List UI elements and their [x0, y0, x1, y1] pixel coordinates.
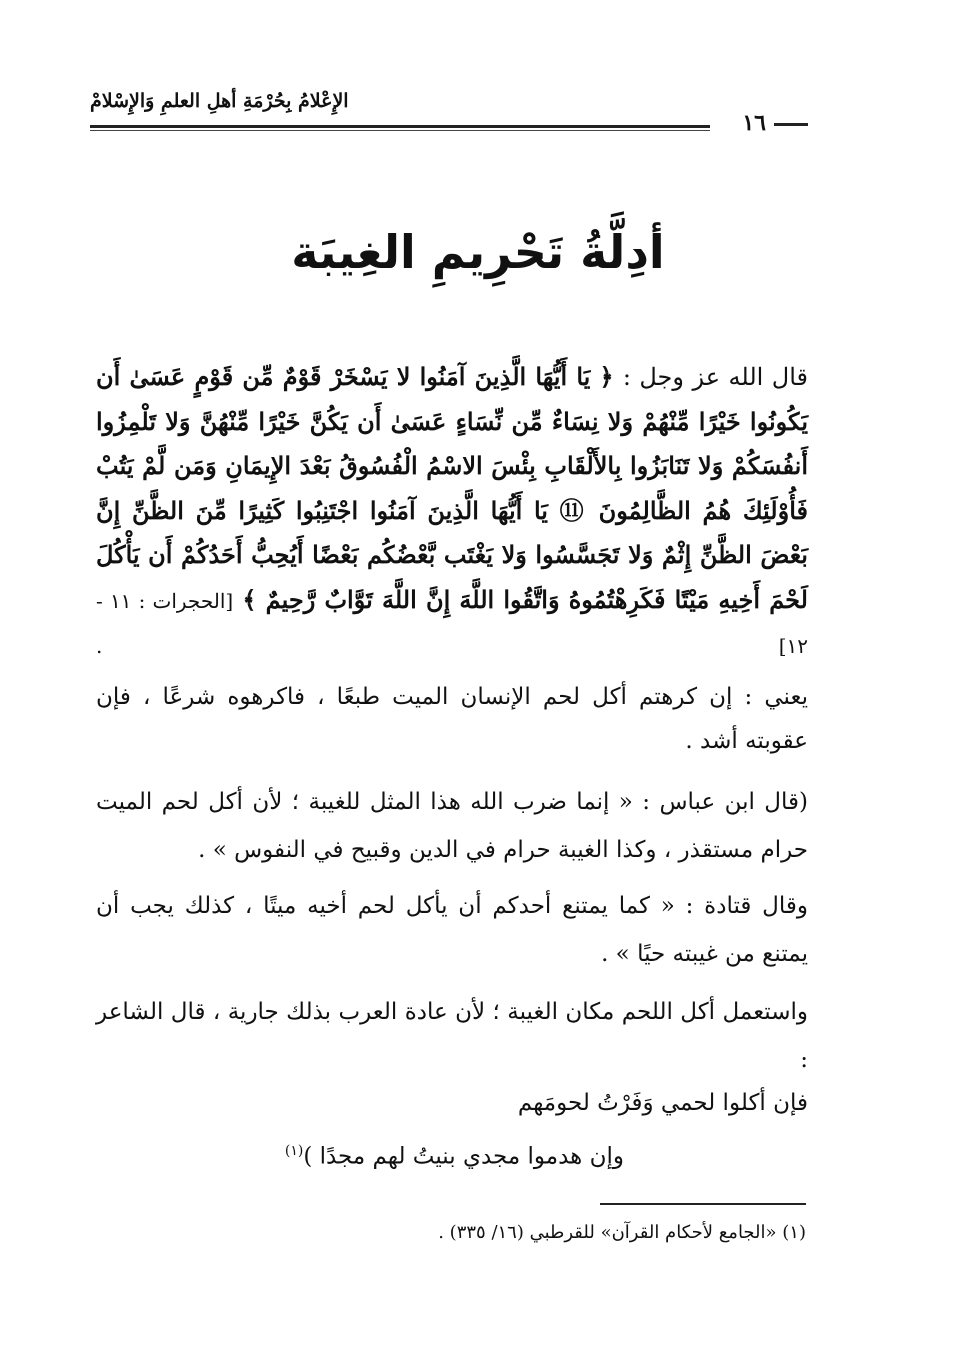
- paragraph-usage: واستعمل أكل اللحم مكان الغيبة ؛ لأن عادة العرب بذلك جارية ، قال الشاعر :: [96, 999, 808, 1073]
- header-rule-thin: [90, 130, 710, 131]
- poem-line-1: فإن أكلوا لحمي وَفَرْتُ لحومَهم: [517, 1090, 808, 1116]
- paragraph-explanation: يعني : إن كرهتم أكل لحم الإنسان الميت طبعًا ، فاكرهوه شرعًا ، فإن عقوبته أشد .: [96, 684, 808, 754]
- poem-line-2: [285, 1143, 624, 1170]
- footnote: (١) «الجامع لأحكام القرآن» للقرطبي (١٦/ ٣٣٥) .: [438, 1222, 806, 1243]
- header-title: الإِعْلامُ بِحُرْمَةِ أهلِ العلمِ وَالإِسْلامْ: [90, 90, 349, 112]
- footnote-separator: [600, 1203, 806, 1205]
- header-rule: [90, 125, 710, 128]
- verse-text: ﴿ يَا أَيُّهَا الَّذِينَ آمَنُوا لا يَسْخَرْ قَوْمٌ مِّن قَوْمٍ عَسَىٰ أَن يَكُونُوا خَيْرًا مِّنْهُمْ وَلا نِسَاءٌ مِّن نِّسَاءٍ عَسَىٰ أَن يَكُنَّ خَيْرًا مِّنْهُنَّ وَلا تَلْمِزُوا أَنفُسَكُمْ وَلا تَنَابَزُوا بِالأَلْقَابِ بِئْسَ الاسْمُ الْفُسُوقُ بَعْدَ الإِيمَانِ وَمَن لَّمْ يَتُبْ فَأُوْلَئِكَ هُمُ الظَّالِمُونَ ⑪ يَا أَيُّهَا الَّذِينَ آمَنُوا اجْتَنِبُوا كَثِيرًا مِّنَ الظَّنِّ إِنَّ بَعْضَ الظَّنِّ إِثْمٌ وَلا تَجَسَّسُوا وَلا يَغْتَب بَّعْضُكُم بَعْضًا أَيُحِبُّ أَحَدُكُمْ أَن يَأْكُلَ لَحْمَ أَخِيهِ مَيْتًا فَكَرِهْتُمُوهُ وَاتَّقُوا اللَّهَ إِنَّ اللَّهَ تَوَّابٌ رَّحِيمٌ ﴾: [96, 362, 808, 614]
- page-number-dash: [774, 123, 808, 126]
- verse-intro: قال الله عز وجل :: [622, 363, 809, 391]
- quran-verse-block: [96, 355, 808, 669]
- page-title: أدِلَّةُ تَحْرِيمِ الغِيبَة: [291, 225, 665, 279]
- paragraph-qatada: وقال قتادة : « كما يمتنع أحدكم أن يأكل لحم أخيه ميتًا ، كذلك يجب أن يمتنع من غيبته حيًا » .: [96, 893, 809, 967]
- poem-line-2-text: وإن هدموا مجدي بنيتُ لهم مجدًا ): [303, 1143, 624, 1170]
- footnote-marker: (١): [284, 1143, 304, 1159]
- running-header: [90, 88, 808, 146]
- page-number: ١٦: [742, 110, 766, 136]
- verse-reference: [الحجرات : ١١ - ١٢] .: [96, 588, 808, 658]
- paragraph-ibn-abbas: (قال ابن عباس : « إنما ضرب الله هذا المثل للغيبة ؛ لأن أكل لحم الميت حرام مستقذر ، وكذا الغيبة حرام في الدين وقبيح في النفوس » .: [96, 789, 808, 863]
